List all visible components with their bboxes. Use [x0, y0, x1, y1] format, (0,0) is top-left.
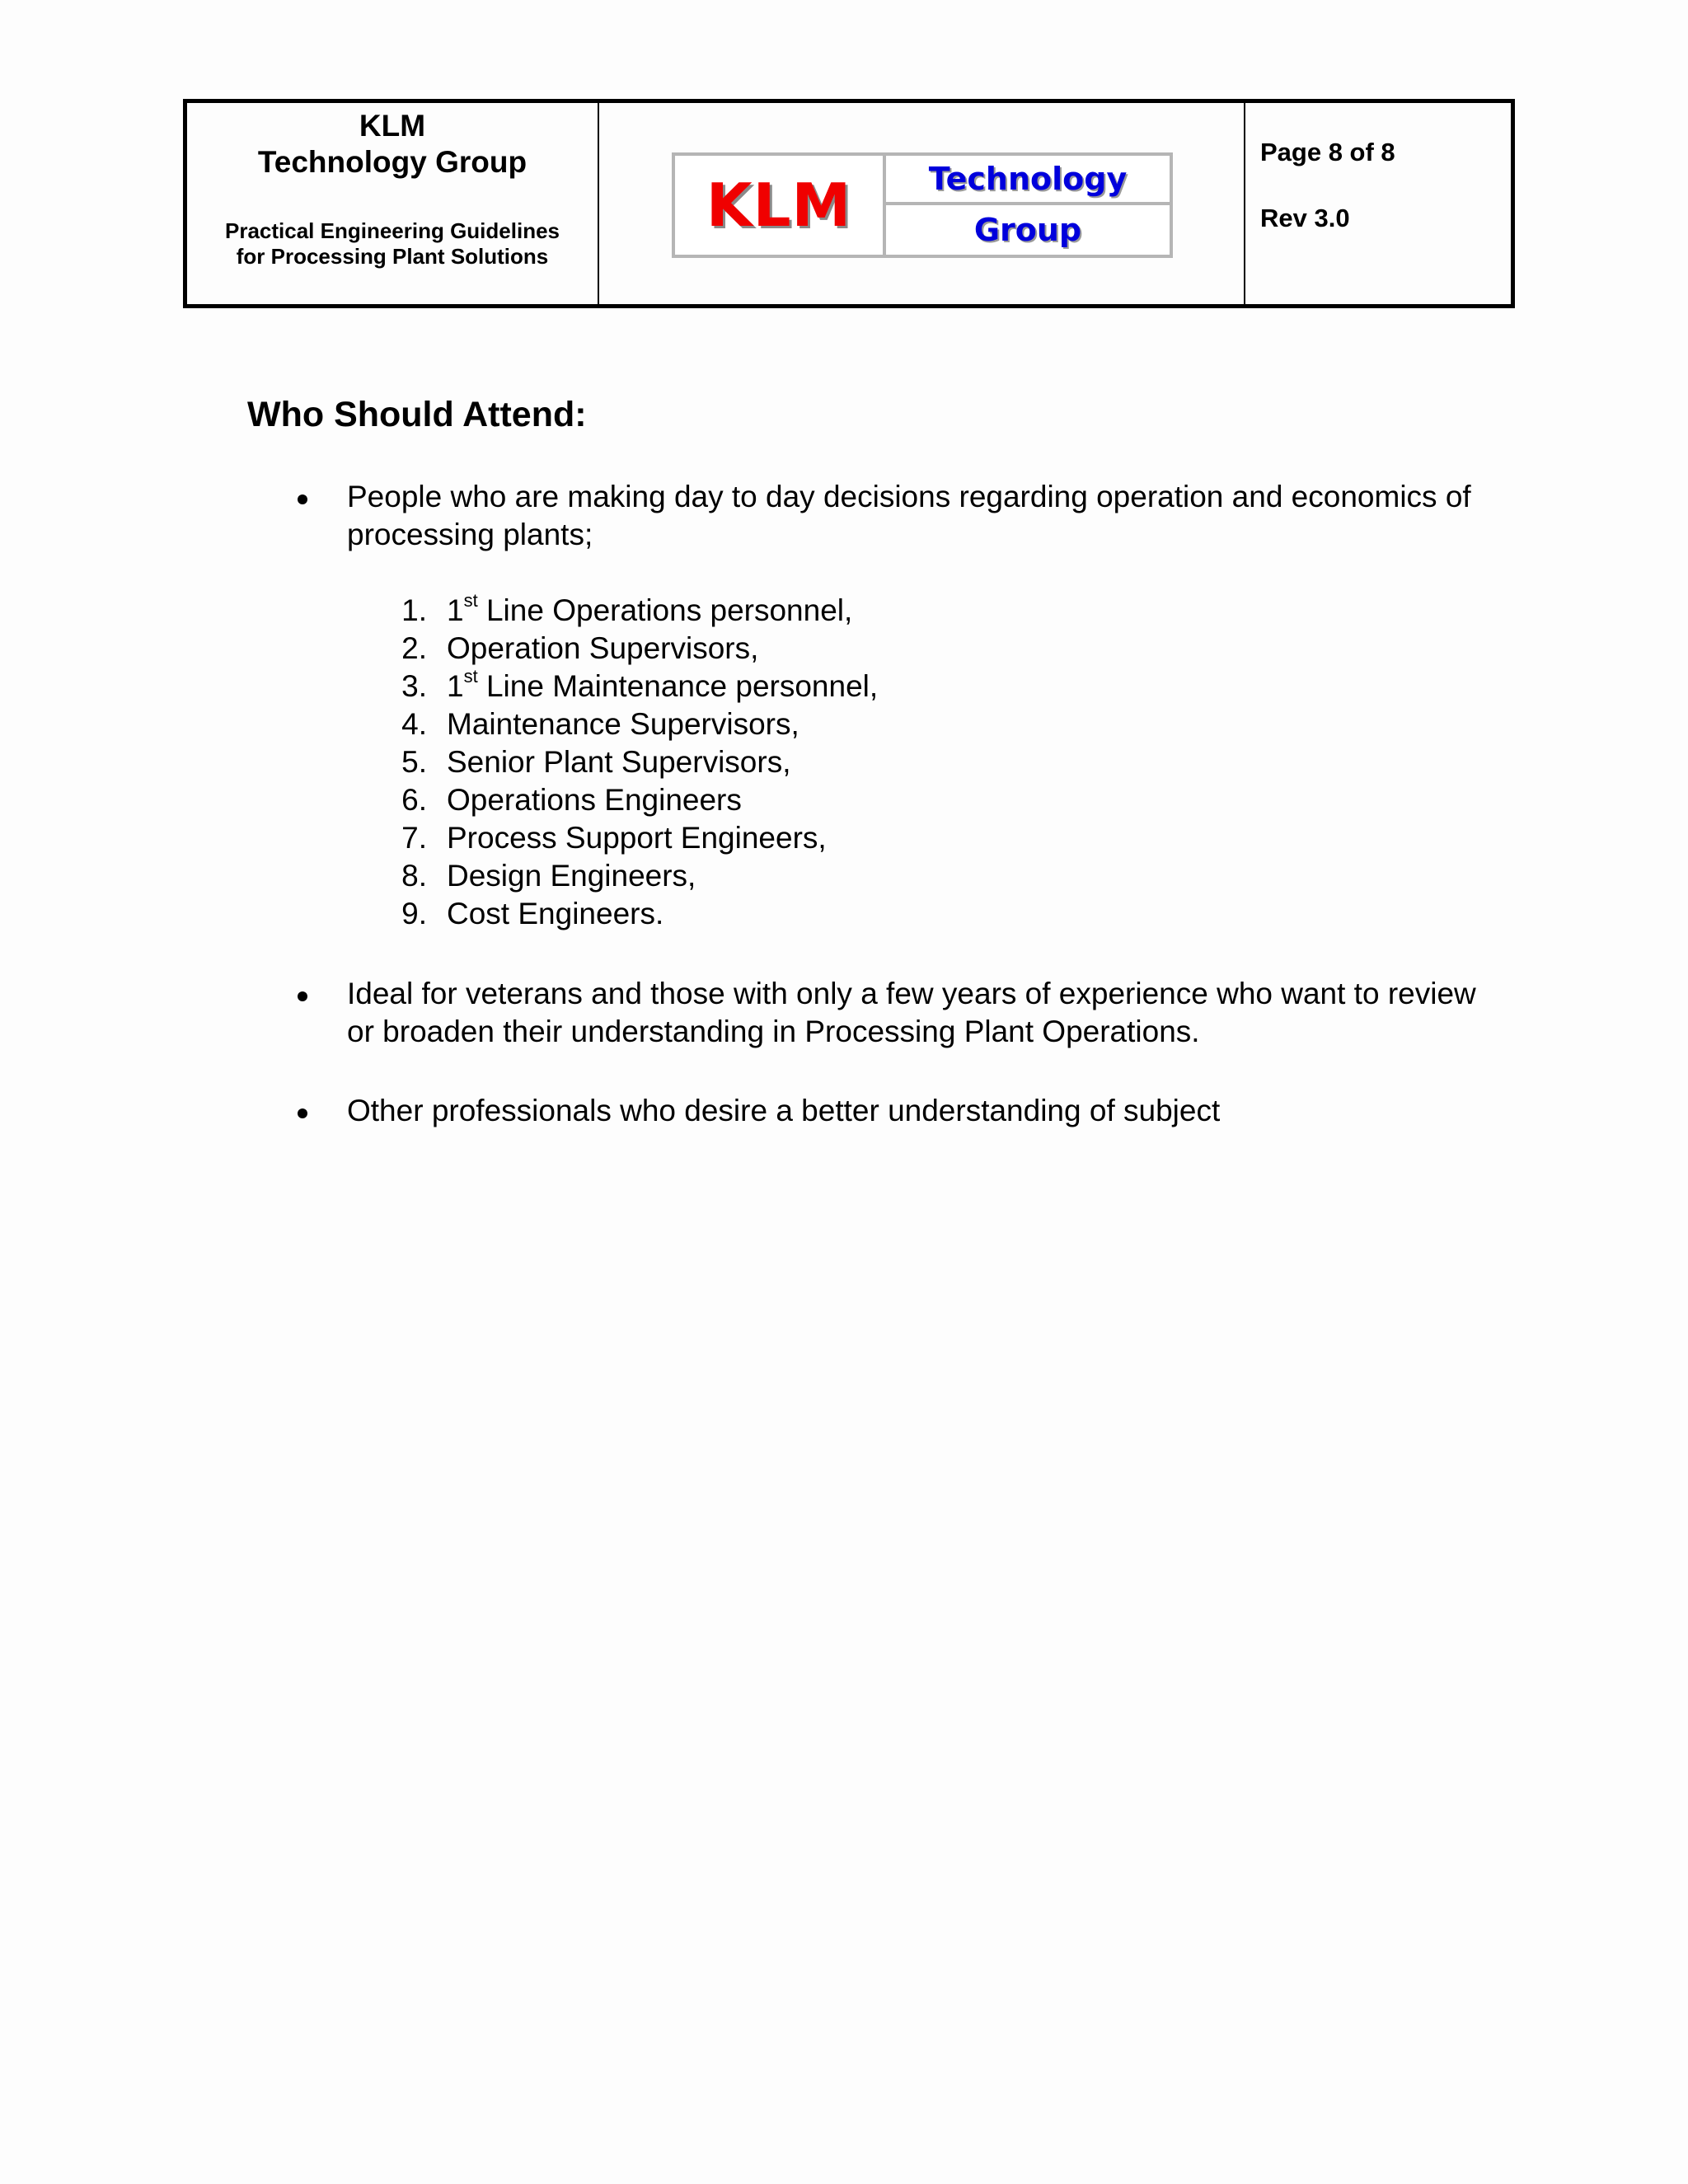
list-number: 3.: [401, 669, 427, 703]
header-company-cell: [187, 103, 599, 304]
logo-klm-block: [675, 156, 886, 255]
guideline-title-line1: Practical Engineering Guidelines: [224, 218, 560, 243]
bullet-text: Ideal for veterans and those with only a few years of experience who want to review or broaden their understanding in Processing Plant Operations.: [347, 977, 1476, 1048]
header-logo-cell: [599, 103, 1245, 304]
list-item-label: Line Operations personnel,: [477, 593, 853, 627]
list-item-text: [447, 743, 790, 781]
list-number: 9.: [401, 897, 427, 930]
company-name: Technology Group: [257, 145, 528, 179]
guideline-title-line2: for Processing Plant Solutions: [236, 244, 549, 269]
list-number: 8.: [401, 859, 427, 893]
logo-group-text: Group: [973, 212, 1082, 248]
list-item-label: Senior Plant Supervisors,: [447, 745, 791, 779]
list-number: 2.: [401, 631, 427, 665]
list-item-text: [447, 819, 827, 857]
list-item-label: Operations Engineers: [447, 783, 742, 817]
list-number: 7.: [401, 821, 427, 855]
list-item-text: [447, 895, 663, 933]
bullet-text: People who are making day to day decisions regarding operation and economics of processing plants;: [347, 480, 1471, 551]
list-number: 6.: [401, 783, 427, 817]
company-logo: [672, 152, 1173, 258]
list-item-text: [447, 857, 696, 895]
logo-group-block: [886, 205, 1170, 255]
list-item-superscript: st: [463, 665, 478, 687]
list-item-label: Design Engineers,: [447, 859, 696, 893]
page-number: Page 8 of 8: [1260, 138, 1395, 166]
list-number: 4.: [401, 707, 427, 741]
list-item-text: [447, 665, 879, 705]
section-title: Who Should Attend:: [247, 395, 587, 434]
list-item-superscript: st: [463, 589, 478, 611]
logo-technology-text: Technology: [928, 161, 1128, 197]
list-item-label: Line Maintenance personnel,: [477, 669, 879, 703]
list-number: 1.: [401, 593, 427, 627]
document-header: [183, 99, 1515, 308]
list-number: 5.: [401, 745, 427, 779]
list-item-prefix: 1: [447, 593, 464, 627]
bullet-text: Other professionals who desire a better understanding of subject: [347, 1094, 1221, 1127]
list-item-text: [447, 630, 758, 668]
list-item-label: Process Support Engineers,: [447, 821, 827, 855]
list-item-label: Maintenance Supervisors,: [447, 707, 799, 741]
list-item-text: [447, 705, 799, 743]
company-short-name: KLM: [359, 109, 426, 143]
logo-technology-block: [886, 156, 1170, 205]
list-item-label: Operation Supervisors,: [447, 631, 759, 665]
list-item-text: [447, 589, 853, 630]
list-item-label: Cost Engineers.: [447, 897, 664, 930]
header-page-cell: [1245, 103, 1511, 304]
logo-klm-text: KLM: [706, 171, 852, 240]
list-item-prefix: 1: [447, 669, 464, 703]
revision: Rev 3.0: [1260, 204, 1350, 232]
list-item-text: [447, 781, 742, 819]
